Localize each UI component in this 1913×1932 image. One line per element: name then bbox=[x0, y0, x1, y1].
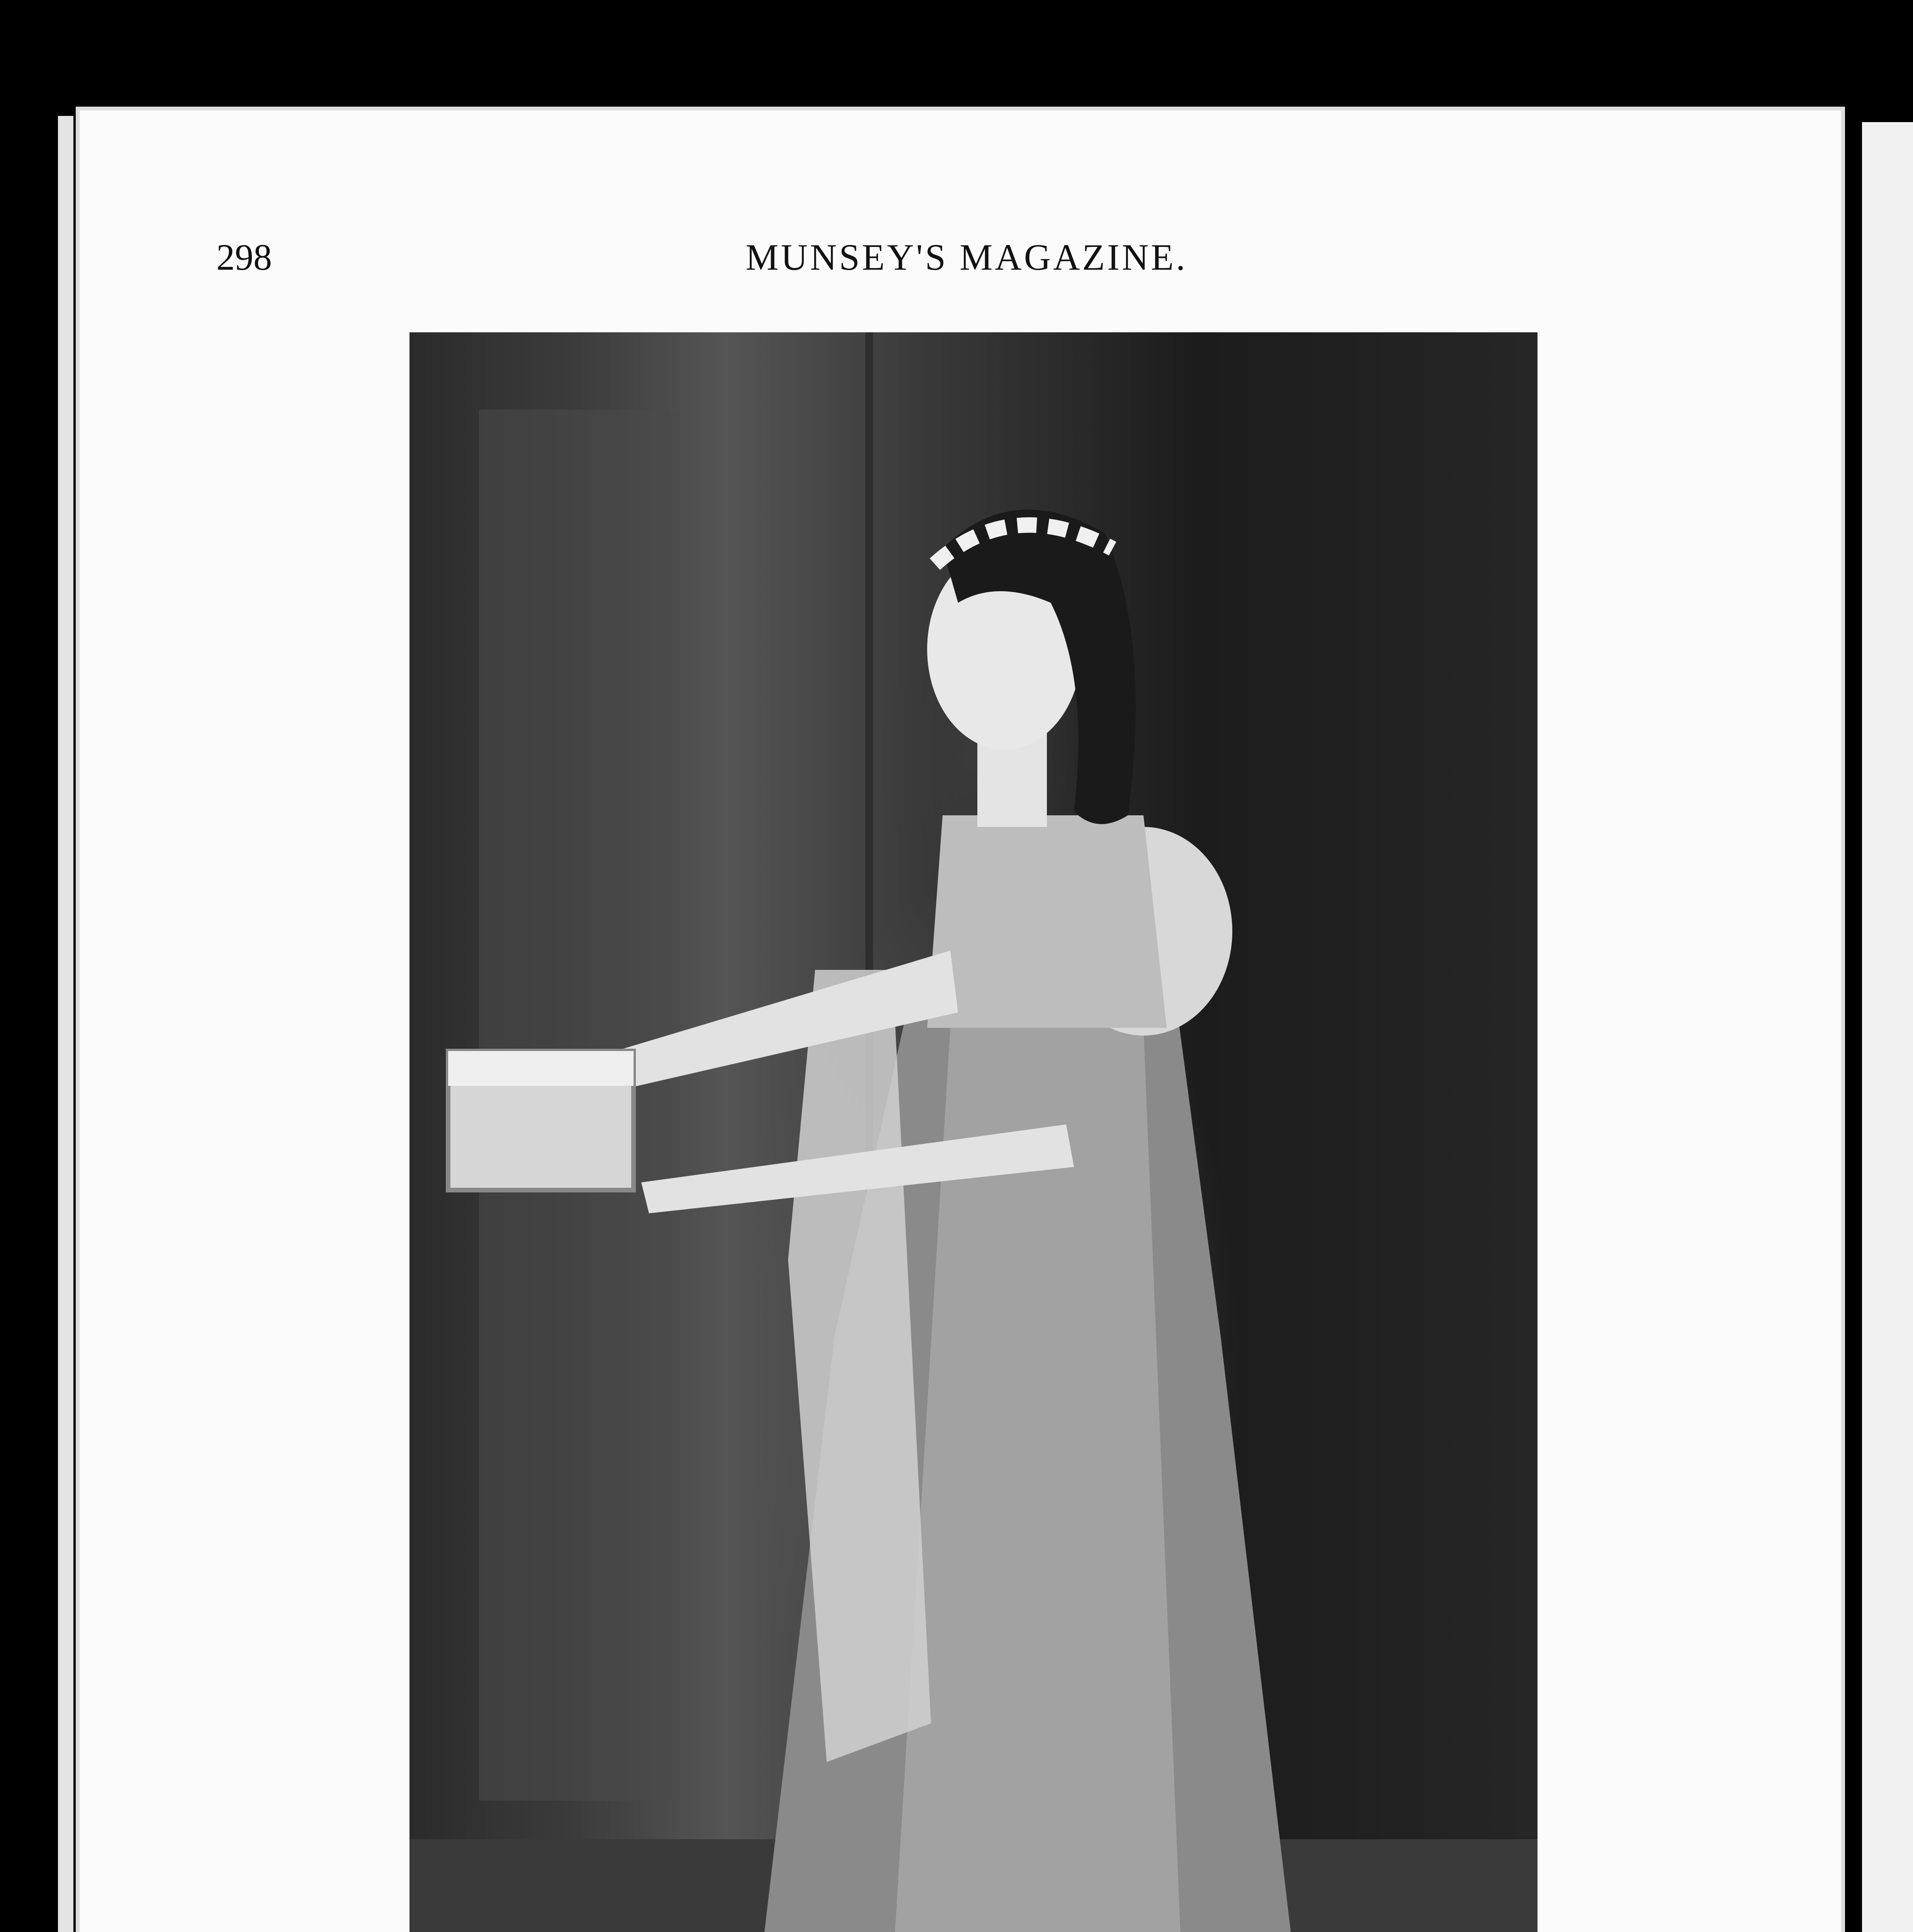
ophelia-figure-illustration bbox=[409, 332, 1538, 1932]
next-page-edge bbox=[1862, 122, 1913, 1932]
page-number: 298 bbox=[216, 236, 272, 278]
running-title: MUNSEY'S MAGAZINE. bbox=[746, 236, 1188, 278]
left-page-edge bbox=[58, 116, 73, 1932]
portrait-photograph bbox=[409, 332, 1538, 1932]
